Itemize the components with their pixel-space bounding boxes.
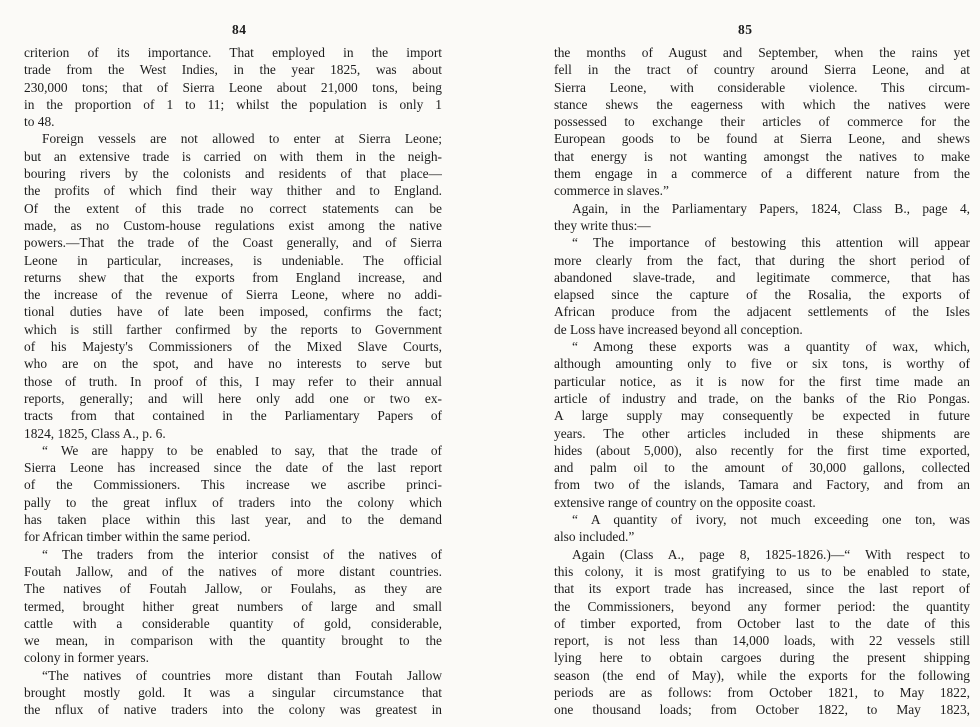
text-line: commerce in slaves.” bbox=[554, 183, 669, 199]
text-line: has taken place within this last year, and to the demand bbox=[24, 512, 442, 528]
text-line: periods are as follows: from October 1821, to May 1822, bbox=[554, 684, 970, 700]
text-line: bouring rivers by the colonists and residents of that place— bbox=[24, 166, 442, 182]
text-line: article of industry and trade, on the banks of the Rio Pongas. bbox=[554, 390, 970, 406]
text-line: of timber exported, from October last to the date of this bbox=[554, 615, 970, 631]
text-line: brought mostly gold. It was a singular circumstance that bbox=[24, 684, 442, 700]
text-line: trade from the West Indies, in the year 1825, was about bbox=[24, 62, 442, 78]
text-line: who are on the spot, and have no interests to serve but bbox=[24, 356, 442, 372]
text-line: Foutah Jallow, and of the natives of more distant countries. bbox=[24, 563, 442, 579]
text-line: those of truth. In proof of this, I may refer to their annual bbox=[24, 373, 442, 389]
text-line: of his Majesty's Commissioners of the Mixed Slave Courts, bbox=[24, 339, 442, 355]
text-line: A large supply may consequently be expected in future bbox=[554, 408, 970, 424]
text-line: “The natives of countries more distant than Foutah Jallow bbox=[42, 667, 442, 683]
text-line: pally to the great influx of traders into the colony which bbox=[24, 494, 442, 510]
text-line: colony in former years. bbox=[24, 650, 149, 666]
text-line: for African timber within the same period. bbox=[24, 529, 251, 545]
text-line: 230,000 tons; that of Sierra Leone about 21,000 tons, being bbox=[24, 79, 442, 95]
text-line: Again, in the Parliamentary Papers, 1824, Class B., page 4, bbox=[572, 200, 970, 216]
text-line: the months of August and September, when the rains yet bbox=[554, 45, 970, 60]
text-line: reports, generally; and will here only add one or two ex- bbox=[24, 390, 442, 406]
text-line: Again (Class A., page 8, 1825-1826.)—“ With respect to bbox=[572, 546, 970, 562]
text-line: criterion of its importance. That employed in the import bbox=[24, 45, 442, 60]
text-line: season (the end of May), while the exports for the following bbox=[554, 667, 970, 683]
text-line: in the proportion of 1 to 11; whilst the population is only 1 bbox=[24, 96, 442, 112]
text-line: tracts from that contained in the Parliamentary Papers of bbox=[24, 408, 442, 424]
text-line: hides (about 5,000), also recently for the first time exported, bbox=[554, 442, 970, 458]
page-number: 85 bbox=[738, 22, 753, 37]
text-line: European goods to be found at Sierra Leone, and shews bbox=[554, 131, 970, 147]
text-line: The natives of Foutah Jallow, or Foulahs, as they are bbox=[24, 581, 442, 597]
text-line: the nflux of native traders into the colony was greatest in bbox=[24, 702, 442, 718]
text-line: particular notice, as it is now for the first time made an bbox=[554, 373, 970, 389]
right-page bbox=[490, 0, 980, 727]
text-line: Leone in particular, increases, is undeniable. The official bbox=[24, 252, 442, 268]
text-line: Foreign vessels are not allowed to enter at Sierra Leone; bbox=[42, 131, 442, 147]
text-line: we mean, in comparison with the quantity brought to the bbox=[24, 633, 442, 649]
text-line: that energy is not wanting amongst the natives to make bbox=[554, 148, 970, 164]
text-line: but an extensive trade is carried on with them in the neigh- bbox=[24, 148, 442, 164]
text-line: report, is not less than 14,000 loads, with 22 vessels still bbox=[554, 633, 970, 649]
text-line: although amounting only to five or six tons, is worthy of bbox=[554, 356, 970, 372]
text-line: made, as no Custom-house regulations exist among the native bbox=[24, 217, 442, 233]
text-line: possessed to exchange their articles of commerce for the bbox=[554, 114, 970, 130]
text-line: elapsed since the capture of the Rosalia, the exports of bbox=[554, 287, 970, 303]
text-line: tional duties have of late been imposed, confirms the fact; bbox=[24, 304, 442, 320]
text-line: one thousand loads; from October 1822, to May 1823, bbox=[554, 702, 970, 718]
text-line: termed, brought hither great numbers of large and small bbox=[24, 598, 442, 614]
text-line: de Loss have increased beyond all conception. bbox=[554, 321, 803, 337]
text-line: Of the extent of this trade no correct statements can be bbox=[24, 200, 442, 216]
text-line: and palm oil to the amount of 30,000 gallons, collected bbox=[554, 460, 970, 476]
text-line: stance shews the eagerness with which the natives were bbox=[554, 96, 970, 112]
text-line: abandoned slave-trade, and legitimate commerce, that has bbox=[554, 269, 970, 285]
text-line: of the Commissioners. This increase we ascribe princi- bbox=[24, 477, 442, 493]
text-line: powers.—That the trade of the Coast generally, and of Sierra bbox=[24, 235, 442, 251]
text-line: extensive range of country on the opposite coast. bbox=[554, 494, 816, 510]
text-line: lying here to obtain cargoes during the present shipping bbox=[554, 650, 970, 666]
text-line: cattle with a considerable quantity of gold, considerable, bbox=[24, 615, 442, 631]
page-text bbox=[24, 44, 442, 719]
text-line: “ The importance of bestowing this attention will appear bbox=[572, 235, 970, 251]
text-line: they write thus:— bbox=[554, 217, 651, 233]
page-number: 84 bbox=[232, 22, 247, 37]
text-line: Sierra Leone has increased since the date of the last report bbox=[24, 460, 442, 476]
text-line: the profits of which find their way thither and to England. bbox=[24, 183, 442, 199]
text-line: returns shew that the exports from England increase, and bbox=[24, 269, 442, 285]
text-line: Sierra Leone, with considerable violence. This circum- bbox=[554, 79, 970, 95]
text-line: “ A quantity of ivory, not much exceeding one ton, was bbox=[572, 512, 970, 528]
text-line: “ We are happy to be enabled to say, that the trade of bbox=[42, 442, 442, 458]
text-line: “ The traders from the interior consist of the natives of bbox=[42, 546, 442, 562]
text-line: 1824, 1825, Class A., p. 6. bbox=[24, 425, 166, 441]
text-line: this colony, it is most gratifying to us to be enabled to state, bbox=[554, 563, 970, 579]
text-line: “ Among these exports was a quantity of wax, which, bbox=[572, 339, 970, 355]
text-line: years. The other articles included in these shipments are bbox=[554, 425, 970, 441]
text-line: more clearly from the fact, that during the short period of bbox=[554, 252, 970, 268]
text-line: the increase of the revenue of Sierra Leone, where no addi- bbox=[24, 287, 442, 303]
text-line: also included.” bbox=[554, 529, 635, 545]
text-line: from two of the islands, Tamara and Factory, and from an bbox=[554, 477, 970, 493]
page-text bbox=[554, 44, 970, 719]
text-line: which is still farther confirmed by the reports to Government bbox=[24, 321, 442, 337]
text-line: to 48. bbox=[24, 114, 55, 130]
text-line: them engage in a commerce of a different nature from the bbox=[554, 166, 970, 182]
text-line: fell in the tract of country around Sierra Leone, and at bbox=[554, 62, 970, 78]
text-line: that its export trade has increased, since the last report of bbox=[554, 581, 970, 597]
text-line: the Commissioners, beyond any former period: the quantity bbox=[554, 598, 970, 614]
text-line: African produce from the adjacent settlements of the Isles bbox=[554, 304, 970, 320]
